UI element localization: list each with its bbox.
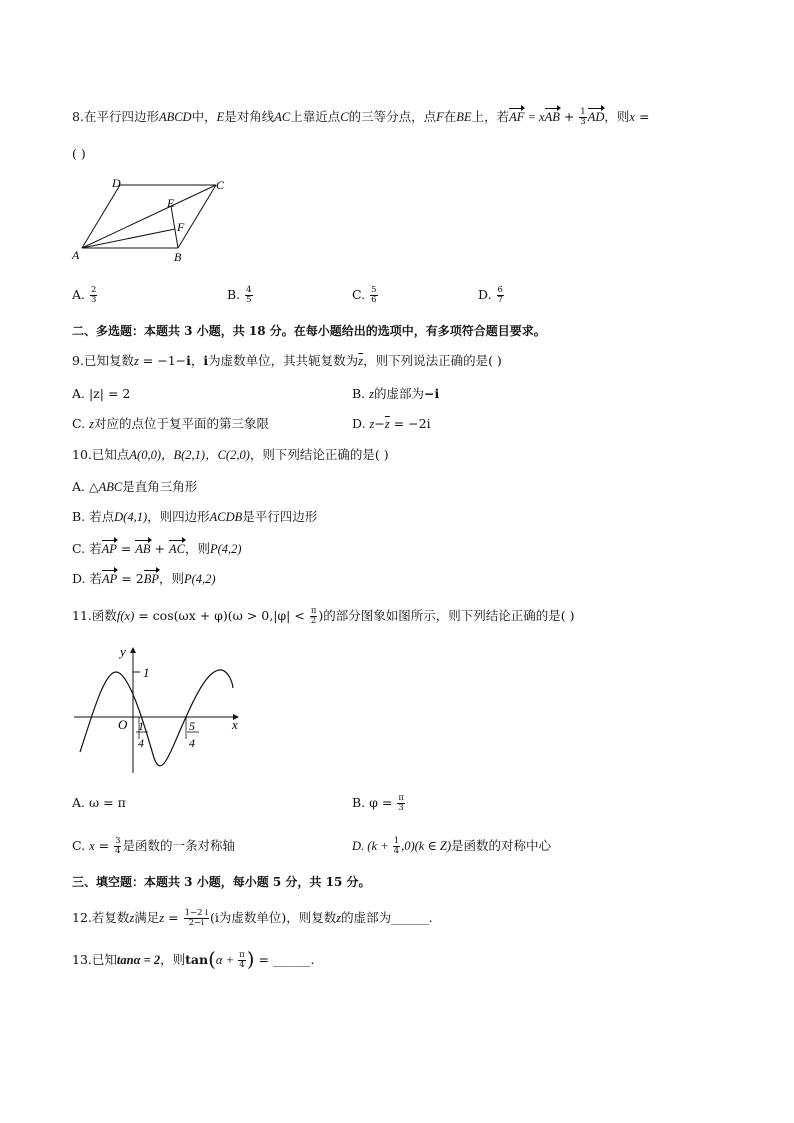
y-axis-label: y	[120, 644, 126, 659]
q10-option-c-vector-ac: AC	[168, 542, 185, 556]
q11-text-1: 函数	[91, 608, 117, 623]
q8-e: E	[216, 110, 225, 124]
label-b: B	[174, 250, 182, 264]
diagonal-ac	[82, 185, 216, 248]
tick-label-q5-num: 5	[189, 719, 195, 733]
q8-number: 8.	[72, 109, 84, 124]
q12-eq: =	[164, 910, 183, 925]
q8-text-5: 的三等分点，点	[348, 109, 437, 124]
q11-option-c-num: 3	[115, 836, 121, 846]
q11-option-d	[352, 837, 551, 856]
q13-right-paren: )	[246, 947, 255, 971]
q10-option-c-point: P(4,2)	[209, 542, 242, 556]
q8-option-a-fraction	[90, 286, 97, 305]
q10-option-c-label: C. 若	[72, 541, 102, 556]
q12-frac-den: 2−i	[188, 918, 204, 928]
q8-frac-den: 3	[580, 117, 586, 127]
q10-option-c	[72, 540, 242, 558]
q8-option-a-num: 2	[90, 285, 97, 295]
q10-option-d-point: P(4,2)	[183, 572, 216, 586]
q10-option-d-eq: = 2	[117, 571, 144, 586]
q10-number: 10.	[72, 447, 92, 462]
q13-left-paren: (	[208, 947, 216, 971]
q8-option-d-fraction	[497, 286, 504, 305]
label-a: A	[72, 248, 80, 262]
q9-zbar: $\overline{z}$	[358, 354, 364, 368]
q10-option-c-eq: =	[116, 541, 136, 556]
q8-text-3: 是对角线	[224, 109, 275, 124]
q12-z-2: z	[159, 911, 165, 925]
q10-option-d-label: D. 若	[72, 571, 103, 586]
q9-stem	[72, 352, 502, 370]
q8-frac-num: 1	[580, 107, 586, 117]
q8-plus: +	[559, 109, 579, 124]
q13-frac-den: 4	[239, 960, 245, 970]
q8-eq: =	[634, 109, 650, 124]
q8-text-6: 在	[443, 109, 457, 124]
q10-option-d-text: ，则	[158, 571, 184, 586]
q9-option-b-z: z	[369, 387, 375, 401]
q13-number: 13.	[72, 952, 92, 967]
q8-c: C	[340, 110, 349, 124]
q13-alpha: α +	[215, 953, 238, 967]
y-value-1: 1	[143, 665, 150, 680]
q12-stem	[72, 909, 433, 928]
tick-label-q5-den: 4	[189, 736, 195, 750]
q8-option-a	[72, 286, 98, 305]
segment-af	[82, 229, 175, 248]
q9-option-d-minus: −	[374, 416, 385, 431]
q9-text-4: 为虚数单位，其共轭复数为	[208, 353, 359, 368]
q10-option-b-text: ，则四边形	[147, 509, 210, 524]
label-f: F	[177, 220, 185, 234]
q9-option-b-text: 的虚部为	[374, 386, 425, 401]
q12-z-3: z	[336, 911, 342, 925]
q8-option-b-fraction	[245, 286, 252, 305]
q13-stem	[72, 947, 315, 971]
q9-option-d-z: z	[369, 417, 375, 431]
q8-ac: AC	[274, 110, 291, 124]
q13-text-1: 已知	[91, 952, 117, 967]
q13-text-2: ，则	[160, 952, 186, 967]
tick-label-q1-den: 4	[138, 736, 144, 750]
q11-option-d-formula: ,0)(k ∈ Z)	[401, 839, 451, 853]
q10-text-1: 已知点	[91, 447, 130, 462]
q8-abcd: ABCD	[158, 110, 192, 124]
q13-tan: tan	[185, 952, 209, 967]
q8-answer-paren: ( )	[72, 146, 86, 161]
q9-i: i	[186, 353, 191, 368]
q12-text-4: (i为虚数单位)，则复数	[209, 910, 337, 925]
q11-text-3: )的部分图象如图所示，则下列结论正确的是( )	[318, 608, 575, 623]
q13-fraction	[238, 951, 246, 970]
q11-option-c-fraction	[114, 837, 121, 856]
q11-option-c-eq: =	[94, 838, 114, 853]
q11-stem-frac-den: 2	[310, 616, 317, 626]
q8-option-c	[352, 286, 379, 305]
cosine-curve	[80, 670, 233, 766]
q9-option-b-value: −i	[424, 386, 440, 401]
section-2-heading: 二、多选题：本题共 3 小题，共 18 分。在每小题给出的选项中，有多项符合题目要求。	[72, 324, 546, 338]
tick-label-q1-num: 1	[138, 719, 144, 733]
q8-text-8: ，则	[604, 109, 630, 124]
q11-option-c-x: x	[89, 839, 95, 853]
section-3-heading: 三、填空题：本题共 3 小题，每小题 5 分，共 15 分。	[72, 875, 371, 889]
q9-option-d-label: D.	[352, 416, 370, 431]
q10-option-a-text: 是直角三角形	[122, 479, 198, 494]
label-d: D	[112, 176, 121, 190]
q12-text-2: 满足	[134, 910, 160, 925]
q11-option-b-num: π	[398, 793, 404, 803]
q11-option-b-den: 3	[398, 803, 404, 813]
x-axis-label: x	[232, 717, 238, 732]
q8-fraction	[579, 108, 586, 127]
q11-option-c-label: C.	[72, 838, 90, 853]
q10-option-d	[72, 570, 216, 588]
q8-eq-x: = x	[524, 110, 545, 124]
q8-option-a-den: 3	[90, 295, 97, 305]
q8-text-7: 上，若	[471, 109, 510, 124]
q8-vector-ab: AB	[544, 110, 560, 124]
q11-number: 11.	[72, 608, 92, 623]
q8-option-c-fraction	[370, 286, 377, 305]
label-c: C	[216, 178, 225, 192]
origin-label: O	[118, 717, 128, 732]
q11-stem	[72, 607, 575, 626]
q9-text-2: = −1−	[138, 353, 187, 368]
q8-option-c-den: 6	[371, 295, 377, 305]
q10-option-d-vector-bp: BP	[143, 572, 159, 586]
q10-stem	[72, 446, 389, 464]
q11-option-c-den: 4	[115, 846, 121, 856]
q11-option-d-fraction	[393, 837, 400, 856]
q9-option-c	[72, 415, 269, 433]
q8-option-d-label: D.	[478, 287, 496, 302]
label-e: E	[167, 196, 175, 210]
q8-option-d-num: 6	[497, 285, 503, 295]
q10-option-d-vector-ap: AP	[102, 572, 118, 586]
q10-option-b-label: B. 若点	[72, 509, 115, 524]
q11-option-b-fraction	[397, 794, 405, 813]
q13-given: tanα = 2	[116, 953, 161, 967]
q11-option-b	[352, 794, 406, 813]
q11-fx: f(x)	[116, 609, 135, 623]
q11-option-c-text: 是函数的一条对称轴	[122, 838, 235, 853]
q9-option-c-z: z	[89, 417, 94, 431]
q11-option-d-label: D. (k +	[352, 839, 392, 853]
q11-option-d-num: 1	[393, 836, 400, 846]
q8-parallelogram-figure	[70, 175, 240, 265]
q11-option-a: A. ω = π	[72, 795, 126, 810]
q12-fraction	[184, 909, 209, 928]
q9-option-d	[352, 415, 431, 433]
q13-frac-num: π	[239, 950, 245, 960]
q13-text-3: = ______.	[254, 952, 315, 967]
q10-option-c-vector-ap: AP	[101, 542, 117, 556]
q8-vector-ad: AD	[587, 110, 605, 124]
q10-option-b-text-2: 是平行四边形	[242, 509, 318, 524]
q10-option-a-triangle: △ABC	[88, 480, 123, 494]
q12-text-1: 若复数	[91, 910, 130, 925]
q11-option-c	[72, 837, 235, 856]
q8-option-a-label: A.	[72, 287, 89, 302]
q8-option-d	[478, 286, 505, 305]
q9-z: z	[133, 354, 139, 368]
q9-option-d-zbar: $\overline{z}$	[384, 417, 390, 431]
q10-option-b-quad: ACDB	[209, 510, 243, 524]
q10-points: A(0,0)，B(2,1)，C(2,0)	[129, 448, 250, 462]
q8-option-d-den: 7	[497, 295, 503, 305]
q8-option-b-den: 5	[246, 295, 252, 305]
q9-option-b-label: B.	[352, 386, 370, 401]
q9-i-2: i	[203, 353, 209, 368]
q12-z: z	[129, 911, 135, 925]
q8-option-c-num: 5	[371, 285, 377, 295]
q11-stem-fraction	[310, 607, 318, 626]
q9-text-5: ，则下列说法正确的是( )	[363, 353, 502, 368]
q11-cosine-graph	[70, 640, 250, 780]
q8-stem	[72, 108, 649, 127]
q11-option-b-text: B. φ =	[352, 795, 397, 810]
q9-text-1: 已知复数	[83, 353, 134, 368]
q8-option-b	[227, 286, 254, 305]
q10-option-c-text: ，则	[184, 541, 210, 556]
q9-option-c-text: 对应的点位于复平面的第三象限	[93, 416, 269, 431]
q10-option-c-plus: +	[150, 541, 169, 556]
q10-option-a	[72, 478, 197, 496]
q10-text-2: ，则下列结论正确的是( )	[249, 447, 389, 462]
q9-number: 9.	[72, 353, 84, 368]
q10-option-c-vector-ab: AB	[135, 542, 151, 556]
q11-option-d-text: 是函数的对称中心	[450, 838, 551, 853]
q8-option-c-label: C.	[352, 287, 370, 302]
q12-text-5: 的虚部为______.	[341, 910, 433, 925]
q9-option-d-value: = −2i	[389, 416, 431, 431]
q11-formula: = cos(ωx + φ)(ω > 0,|φ| <	[134, 608, 309, 623]
q9-option-b	[352, 385, 439, 403]
q9-option-a: A. |z| = 2	[72, 386, 131, 401]
q12-frac-num: 1−2 i	[184, 908, 208, 918]
q10-option-b	[72, 508, 317, 526]
q9-text-3: ，	[190, 353, 204, 368]
q8-text-2: 中，	[191, 109, 217, 124]
q8-be: BE	[456, 110, 472, 124]
q8-f: F	[436, 110, 444, 124]
q8-text-4: 上靠近点	[290, 109, 341, 124]
q11-stem-frac-num: π	[310, 606, 317, 616]
q10-option-a-label: A.	[72, 479, 89, 494]
q8-vector-af: AF	[509, 110, 525, 124]
q8-option-b-num: 4	[246, 285, 252, 295]
q8-text-1: 在平行四边形	[83, 109, 159, 124]
q11-option-d-den: 4	[393, 846, 400, 856]
q12-number: 12.	[72, 910, 92, 925]
q8-option-b-label: B.	[227, 287, 245, 302]
q9-option-c-label: C.	[72, 416, 90, 431]
q10-option-b-point: D(4,1)	[114, 510, 148, 524]
q8-x: x	[629, 110, 635, 124]
